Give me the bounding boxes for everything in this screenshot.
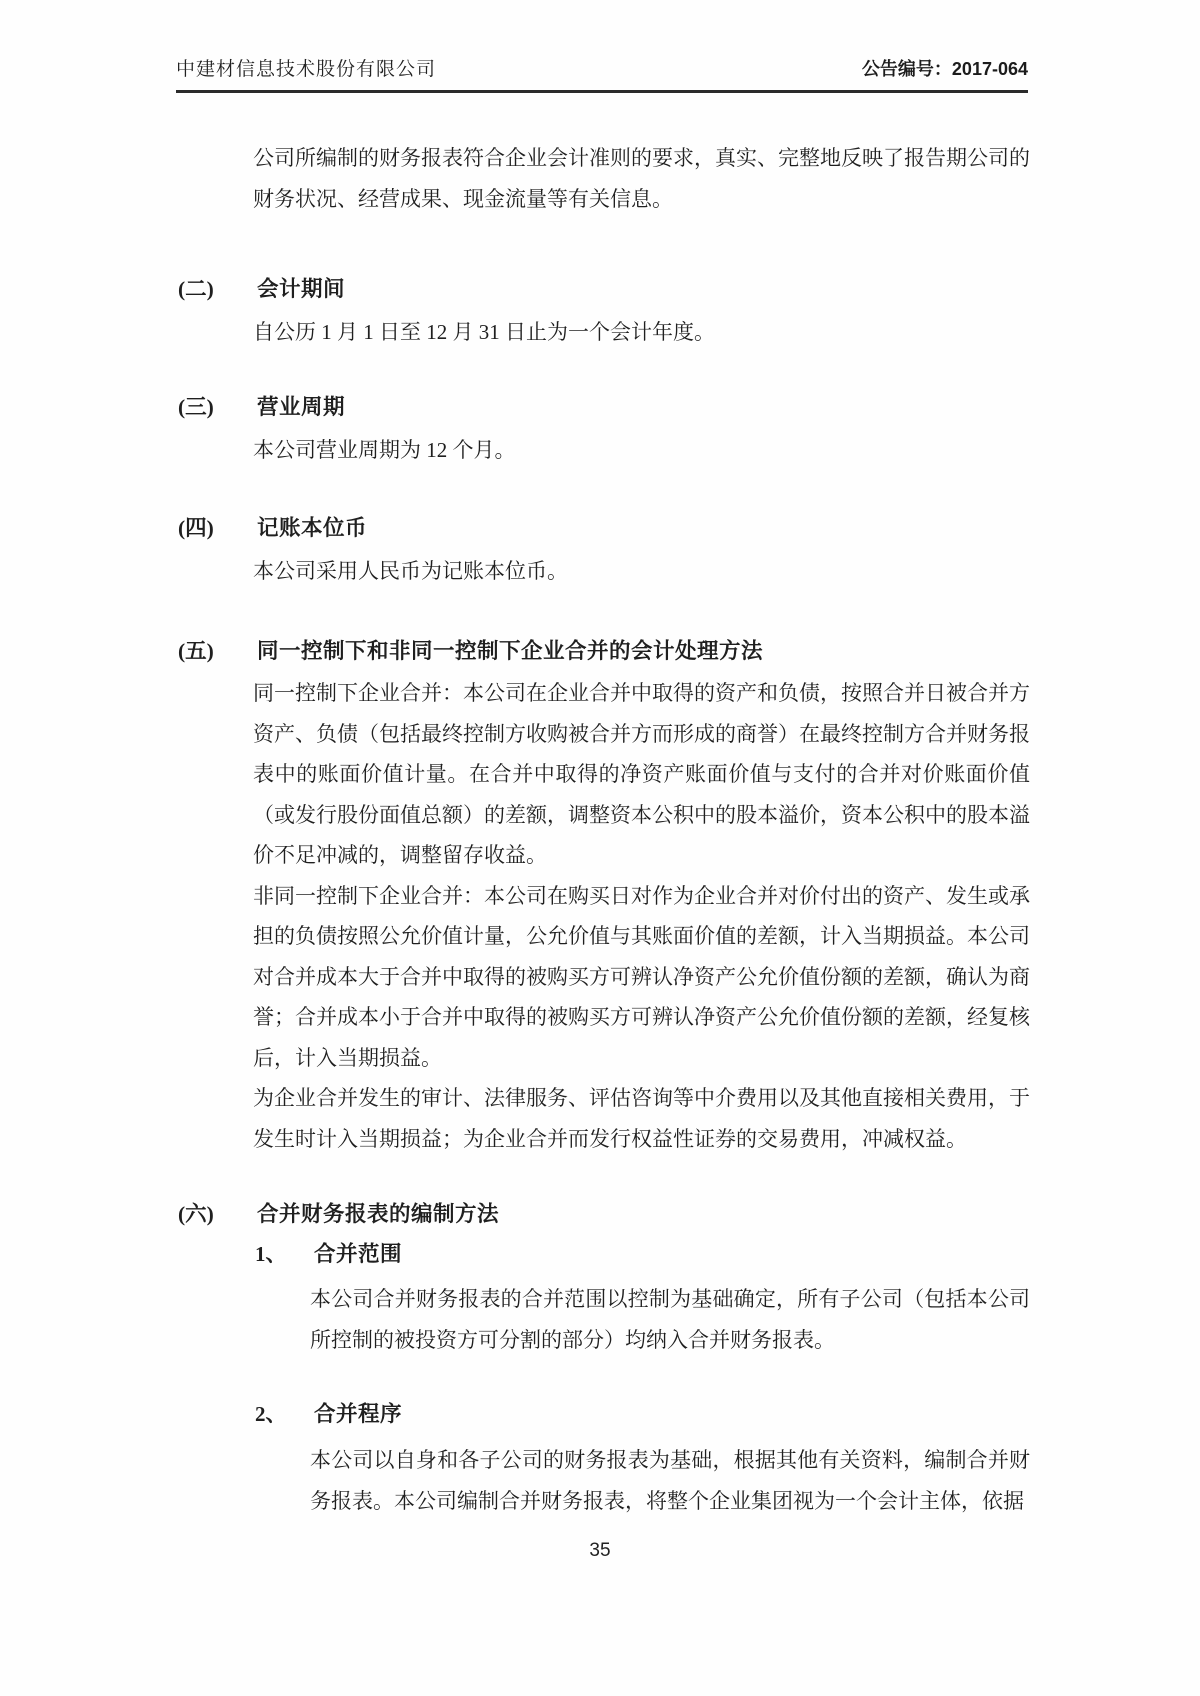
section-heading-business-combination <box>178 634 1030 665</box>
subsection-body: 本公司合并财务报表的合并范围以控制为基础确定，所有子公司（包括本公司所控制的被投资方可分割的部分）均纳入合并财务报表。 <box>310 1287 1030 1352</box>
section-heading-operating-cycle <box>178 390 1030 421</box>
section-title: 记账本位币 <box>257 516 368 540</box>
section-label: (六) <box>178 1202 214 1226</box>
section-title: 合并财务报表的编制方法 <box>257 1202 500 1226</box>
subsection-heading-consolidation-scope <box>255 1237 1107 1268</box>
section-body <box>253 673 1030 1159</box>
section-heading-accounting-period <box>178 272 1030 303</box>
paragraph: 非同一控制下企业合并：本公司在购买日对作为企业合并对价付出的资产、发生或承担的负债按照公允价值计量，公允价值与其账面价值的差额，计入当期损益。本公司对合并成本大于合并中取得的被购买方可辨认净资产公允价值份额的差额，确认为商誉；合并成本小于合并中取得的被购买方可辨认净资产公允价值份额的差额，经复核后，计入当期损益。 <box>253 883 1030 1070</box>
announcement-number: 公告编号：2017-064 <box>861 59 1028 79</box>
section-body: 本公司营业周期为 12 个月。 <box>253 438 516 462</box>
section-label: (四) <box>178 516 214 540</box>
section-heading-functional-currency <box>178 511 1030 542</box>
subsection-number: 2、 <box>255 1402 287 1426</box>
section-label: (三) <box>178 395 214 419</box>
company-name: 中建材信息技术股份有限公司 <box>176 59 437 80</box>
section-heading-consolidation-method <box>178 1197 1030 1228</box>
section-title: 营业周期 <box>257 395 346 419</box>
section-title: 会计期间 <box>257 277 346 301</box>
subsection-number: 1、 <box>255 1242 287 1266</box>
intro-paragraph: 公司所编制的财务报表符合企业会计准则的要求，真实、完整地反映了报告期公司的财务状况、经营成果、现金流量等有关信息。 <box>253 146 1030 211</box>
paragraph: 为企业合并发生的审计、法律服务、评估咨询等中介费用以及其他直接相关费用，于发生时计入当期损益；为企业合并而发行权益性证券的交易费用，冲减权益。 <box>253 1086 1030 1151</box>
subsection-heading-consolidation-procedure <box>255 1397 1107 1428</box>
section-title: 同一控制下和非同一控制下企业合并的会计处理方法 <box>257 639 764 663</box>
subsection-title: 合并程序 <box>314 1402 403 1426</box>
page-header <box>176 54 1028 93</box>
section-body: 本公司采用人民币为记账本位币。 <box>253 559 568 583</box>
section-label: (二) <box>178 277 214 301</box>
paragraph: 同一控制下企业合并：本公司在企业合并中取得的资产和负债，按照合并日被合并方资产、负债（包括最终控制方收购被合并方而形成的商誉）在最终控制方合并财务报表中的账面价值计量。在合并中取得的净资产账面价值与支付的合并对价账面价值（或发行股份面值总额）的差额，调整资本公积中的股本溢价，资本公积中的股本溢价不足冲减的，调整留存收益。 <box>253 681 1030 867</box>
subsection-body: 本公司以自身和各子公司的财务报表为基础，根据其他有关资料，编制合并财务报表。本公司编制合并财务报表，将整个企业集团视为一个会计主体，依据 <box>310 1448 1030 1513</box>
section-body: 自公历 1 月 1 日至 12 月 31 日止为一个会计年度。 <box>253 320 715 344</box>
section-label: (五) <box>178 639 214 663</box>
subsection-title: 合并范围 <box>314 1242 403 1266</box>
page-number: 35 <box>589 1540 611 1561</box>
